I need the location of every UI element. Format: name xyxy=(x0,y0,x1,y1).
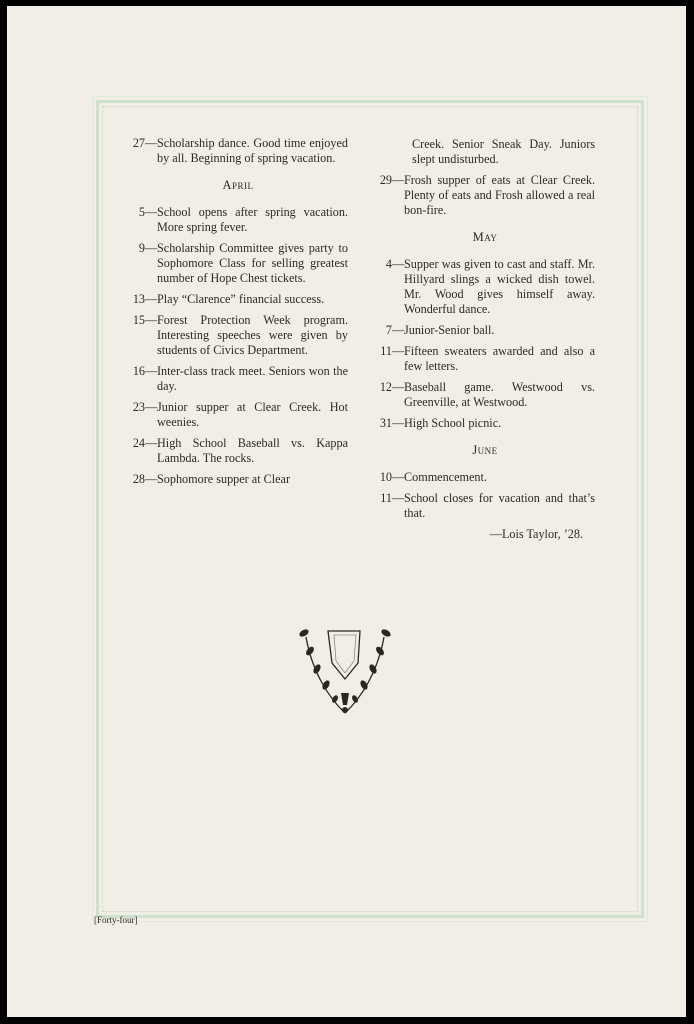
entry-text: Junior supper at Clear Creek. Hot weenies. xyxy=(157,400,348,429)
entry-date: 7 — xyxy=(375,323,392,338)
entry-text: Baseball game. Westwood vs. Greenville, at Westwood. xyxy=(404,380,595,409)
author-signature: —Lois Taylor, ’28. xyxy=(489,527,583,541)
entry xyxy=(375,323,595,338)
entry-text: Scholarship Committee gives party to Sophomore Class for selling greatest number of Hope Chest tickets. xyxy=(157,241,348,285)
entry-date: 12 — xyxy=(375,380,392,395)
entry-text: Forest Protection Week program. Interesting speeches were given by students of Civics Department. xyxy=(157,313,348,357)
entry-text: Inter-class track meet. Seniors won the day. xyxy=(157,364,348,393)
entry-date: 13 — xyxy=(128,292,145,307)
entry-date: 15 — xyxy=(128,313,145,328)
entry-date: 10 — xyxy=(375,470,392,485)
entry xyxy=(128,205,348,235)
continued-entry: Creek. Senior Sneak Day. Juniors slept undisturbed. xyxy=(412,137,595,166)
entry-text: School opens after spring vacation. More spring fever. xyxy=(157,205,348,234)
entry xyxy=(128,241,348,286)
entry-text: Sophomore supper at Clear xyxy=(157,472,291,486)
entry-date: 29 — xyxy=(375,173,392,188)
may-entries xyxy=(375,257,595,431)
crest-ornament-icon xyxy=(298,617,392,717)
entry-date: 16 — xyxy=(128,364,145,379)
entry xyxy=(375,344,595,374)
entry-date: 23 — xyxy=(128,400,145,415)
april-entries xyxy=(128,205,348,487)
left-column xyxy=(128,136,348,493)
month-heading-april: April xyxy=(222,178,254,192)
entry-text: School closes for vacation and that’s that. xyxy=(404,491,595,520)
entry-date: 5 — xyxy=(128,205,145,220)
entry-text: High School picnic. xyxy=(404,416,502,430)
entry xyxy=(375,380,595,410)
entry-text: High School Baseball vs. Kappa Lambda. The rocks. xyxy=(157,436,348,465)
entry-date: 28 — xyxy=(128,472,145,487)
entry xyxy=(128,436,348,466)
entry-text: Commencement. xyxy=(404,470,487,484)
entry xyxy=(375,491,595,521)
entry-date: 9 — xyxy=(128,241,145,256)
entry-text: Frosh supper of eats at Clear Creek. Plenty of eats and Frosh allowed a real bon-fire. xyxy=(404,173,595,217)
entry-text: Scholarship dance. Good time enjoyed by all. Beginning of spring vacation. xyxy=(157,136,348,165)
entry-text: Supper was given to cast and staff. Mr. Hillyard slings a wicked dish towel. Mr. Wood gives himself away. Wonderful dance. xyxy=(404,257,595,316)
entry-date: 11 — xyxy=(375,491,392,506)
month-heading-june: June xyxy=(472,443,498,457)
entry xyxy=(128,136,348,166)
entry xyxy=(375,257,595,317)
entry xyxy=(375,416,595,431)
entry-date: 27 — xyxy=(128,136,145,151)
entry xyxy=(128,472,348,487)
entry-date: 4 — xyxy=(375,257,392,272)
entry xyxy=(128,400,348,430)
entry-text: Junior-Senior ball. xyxy=(404,323,495,337)
right-column xyxy=(375,137,595,542)
page-folio: [Forty-four] xyxy=(94,915,138,925)
month-heading-may: May xyxy=(472,230,498,244)
entry-text: Fifteen sweaters awarded and also a few letters. xyxy=(404,344,595,373)
entry-date: 24 — xyxy=(128,436,145,451)
entry xyxy=(128,313,348,358)
entry-text: Play “Clarence” financial success. xyxy=(157,292,325,306)
entry xyxy=(128,292,348,307)
entry xyxy=(375,470,595,485)
june-entries xyxy=(375,470,595,521)
entry xyxy=(128,364,348,394)
entry xyxy=(375,173,595,218)
entry-date: 11 — xyxy=(375,344,392,359)
entry-date: 31 — xyxy=(375,416,392,431)
